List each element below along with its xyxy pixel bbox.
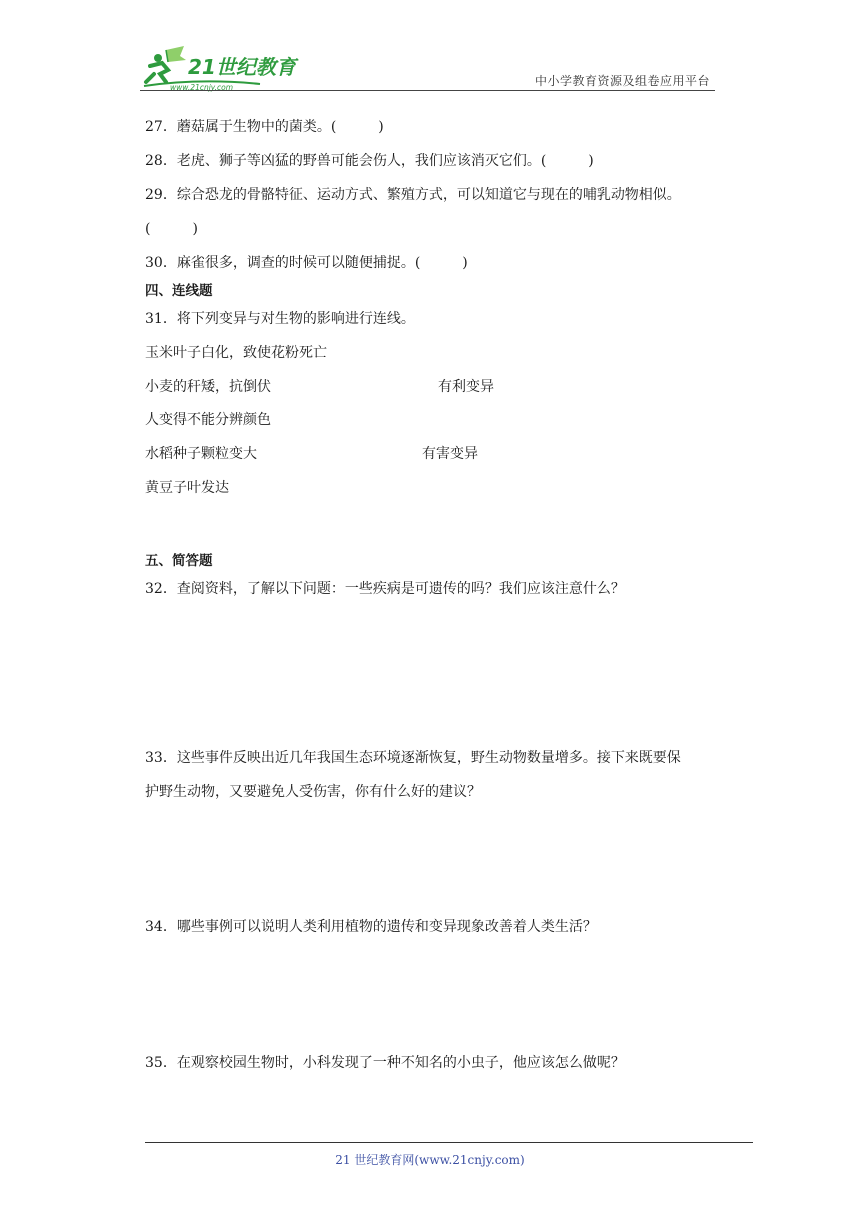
question-32: 32．查阅资料，了解以下问题：一些疾病是可遗传的吗？我们应该注意什么？ xyxy=(145,581,625,597)
question-35: 35．在观察校园生物时，小科发现了一种不知名的小虫子，他应该怎么做呢？ xyxy=(145,1055,625,1071)
question-33-line-2: 护野生动物，又要避免人受伤害，你有什么好的建议？ xyxy=(145,784,481,800)
site-logo xyxy=(140,44,310,92)
match-left-item: 黄豆子叶发达 xyxy=(145,480,229,496)
section-title-matching: 四、连线题 xyxy=(145,283,213,299)
question-30: 30．麻雀很多，调查的时候可以随便捕捉。( ) xyxy=(145,255,468,271)
header-divider xyxy=(140,90,715,91)
question-27: 27．蘑菇属于生物中的菌类。( ) xyxy=(145,119,384,135)
footer-text: 21 世纪教育网(www.21cnjy.com) xyxy=(335,1153,525,1167)
question-33-line-1: 33．这些事件反映出近几年我国生态环境逐渐恢复，野生动物数量增多。接下来既要保 xyxy=(145,750,681,766)
footer-divider xyxy=(145,1142,753,1143)
match-left-item: 人变得不能分辨颜色 xyxy=(145,412,271,428)
question-29-line-1: 29．综合恐龙的骨骼特征、运动方式、繁殖方式，可以知道它与现在的哺乳动物相似。 xyxy=(145,187,681,203)
section-title-short-answer: 五、简答题 xyxy=(145,553,213,569)
match-right-item-harmful: 有害变异 xyxy=(422,446,478,462)
question-28: 28．老虎、狮子等凶猛的野兽可能会伤人，我们应该消灭它们。( ) xyxy=(145,153,594,169)
platform-label: 中小学教育资源及组卷应用平台 xyxy=(534,74,710,88)
match-left-item: 玉米叶子白化，致使花粉死亡 xyxy=(145,345,327,361)
match-left-item: 水稻种子颗粒变大 xyxy=(145,446,257,462)
runner-logo-icon xyxy=(140,44,310,92)
question-31: 31．将下列变异与对生物的影响进行连线。 xyxy=(145,311,415,327)
logo-url-text: www.21cnjy.com xyxy=(170,83,234,92)
match-right-item-favorable: 有利变异 xyxy=(438,379,494,395)
logo-text: 21世纪教育 xyxy=(188,55,296,79)
question-34: 34．哪些事例可以说明人类利用植物的遗传和变异现象改善着人类生活？ xyxy=(145,919,597,935)
match-left-item: 小麦的秆矮，抗倒伏 xyxy=(145,379,271,395)
question-29-line-2: ( ) xyxy=(145,221,198,237)
